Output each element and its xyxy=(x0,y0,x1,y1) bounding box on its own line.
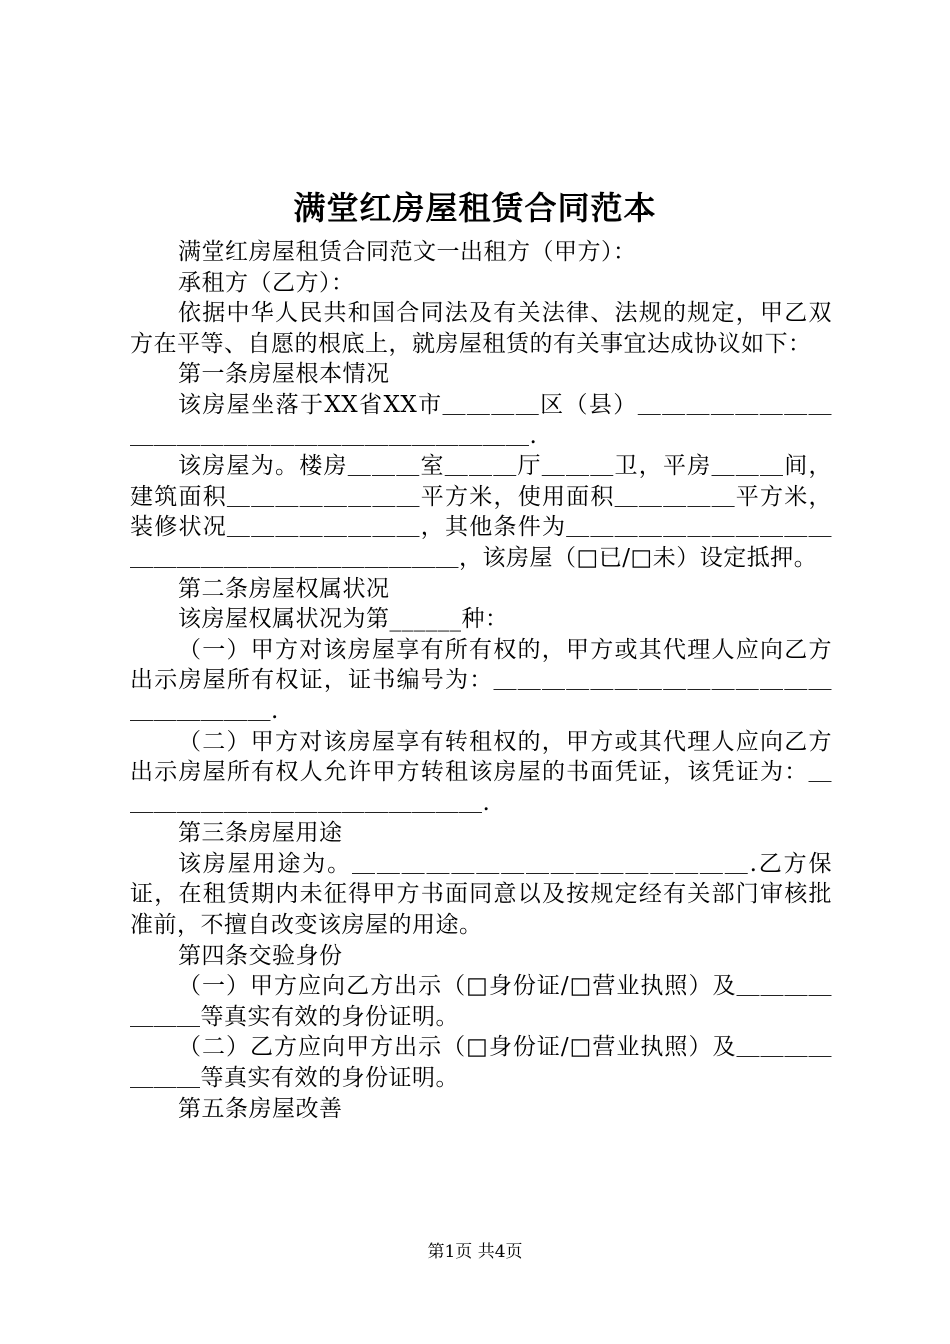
paragraph-ownership-2: （二）甲方对该房屋享有转租权的，甲方或其代理人应向乙方出示房屋所有权人允许甲方转租该房屋的书面凭证，该凭证为：＿＿＿＿＿＿＿＿＿＿＿＿＿＿＿＿. xyxy=(130,728,832,816)
paragraph-house-details: 该房屋为。楼房＿＿＿室＿＿＿厅＿＿＿卫，平房＿＿＿间，建筑面积＿＿＿＿＿＿＿＿平方米，使用面积＿＿＿＿＿平方米，装修状况＿＿＿＿＿＿＿＿，其他条件为＿＿＿＿＿＿＿＿＿＿＿＿＿＿＿＿＿＿＿＿＿＿＿＿＿，该房屋（□已/□未）设定抵押。 xyxy=(130,453,832,571)
paragraph-preamble: 依据中华人民共和国合同法及有关法律、法规的规定，甲乙双方在平等、自愿的根底上，就房屋租赁的有关事宜达成协议如下： xyxy=(130,300,832,357)
document-body xyxy=(130,237,832,1124)
article-1-heading: 第一条房屋根本情况 xyxy=(178,361,390,388)
article-2-heading: 第二条房屋权属状况 xyxy=(178,575,390,602)
paragraph-lessor: 满堂红房屋租赁合同范文一出租方（甲方）： xyxy=(178,239,637,265)
article-5-heading: 第五条房屋改善 xyxy=(178,1095,343,1122)
document-title: 满堂红房屋租赁合同范本 xyxy=(293,189,657,227)
paragraph-location: 该房屋坐落于XX省XX市＿＿＿＿区（县）＿＿＿＿＿＿＿＿＿＿＿＿＿＿＿＿＿＿＿＿＿＿＿＿＿. xyxy=(130,391,832,449)
paragraph-lessee: 承租方（乙方）： xyxy=(178,269,355,296)
article-3-heading: 第三条房屋用途 xyxy=(178,820,343,847)
article-4-heading: 第四条交验身份 xyxy=(178,942,343,969)
paragraph-ownership-1: （一）甲方对该房屋享有所有权的，甲方或其代理人应向乙方出示房屋所有权证，证书编号为：＿＿＿＿＿＿＿＿＿＿＿＿＿＿＿＿＿＿＿＿. xyxy=(130,636,832,724)
paragraph-identity-2: （二）乙方应向甲方出示（□身份证/□营业执照）及＿＿＿＿＿＿＿等真实有效的身份证明。 xyxy=(130,1034,832,1092)
paragraph-ownership-type: 该房屋权属状况为第______种： xyxy=(178,606,509,633)
paragraph-identity-1: （一）甲方应向乙方出示（□身份证/□营业执照）及＿＿＿＿＿＿＿等真实有效的身份证明。 xyxy=(130,973,832,1030)
page-footer: 第1页 共4页 xyxy=(427,1242,523,1262)
paragraph-usage: 该房屋用途为。＿＿＿＿＿＿＿＿＿＿＿＿＿＿＿＿.乙方保证，在租赁期内未征得甲方书面同意以及按规定经有关部门审核批准前，不擅自改变该房屋的用途。 xyxy=(130,850,832,939)
